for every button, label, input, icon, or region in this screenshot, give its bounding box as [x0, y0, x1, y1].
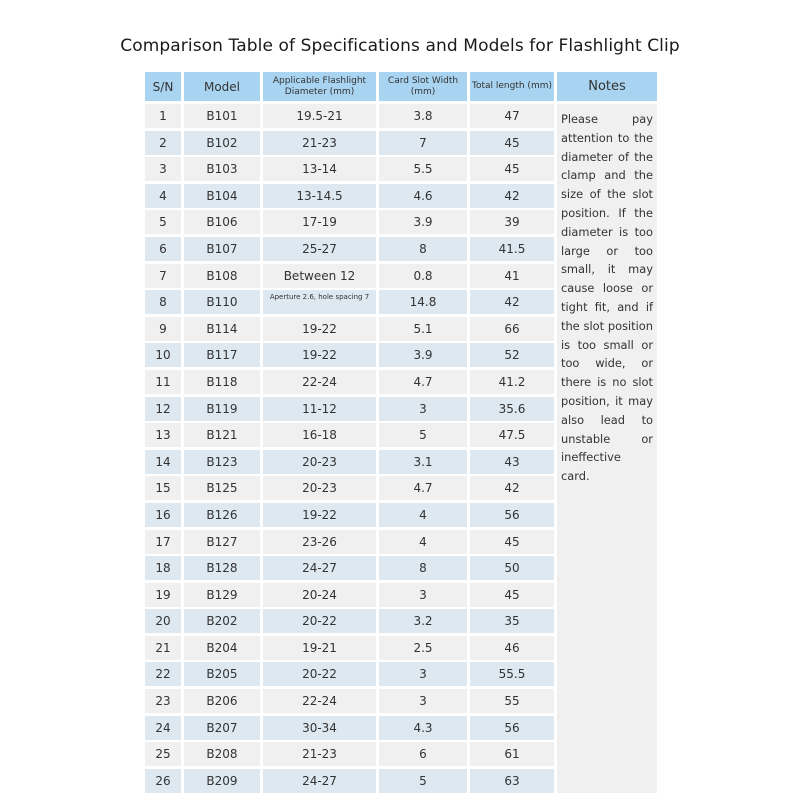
cell-diameter: 20-23	[263, 450, 376, 474]
cell-slot-width: 2.5	[379, 636, 467, 660]
cell-total-length: 47	[470, 104, 554, 128]
cell-sn: 11	[145, 370, 181, 394]
cell-total-length: 45	[470, 157, 554, 181]
cell-slot-width: 5	[379, 423, 467, 447]
cell-slot-width: 4.7	[379, 370, 467, 394]
cell-model: B104	[184, 184, 260, 208]
cell-sn: 5	[145, 210, 181, 234]
cell-total-length: 42	[470, 290, 554, 314]
cell-slot-width: 7	[379, 131, 467, 155]
cell-slot-width: 5	[379, 769, 467, 793]
cell-model: B206	[184, 689, 260, 713]
cell-sn: 10	[145, 343, 181, 367]
cell-diameter: 17-19	[263, 210, 376, 234]
cell-model: B110	[184, 290, 260, 314]
cell-sn: 12	[145, 397, 181, 421]
cell-total-length: 50	[470, 556, 554, 580]
cell-total-length: 35	[470, 609, 554, 633]
cell-total-length: 63	[470, 769, 554, 793]
cell-sn: 6	[145, 237, 181, 261]
cell-model: B207	[184, 716, 260, 740]
header-sn: S/N	[145, 72, 181, 101]
cell-model: B117	[184, 343, 260, 367]
cell-model: B107	[184, 237, 260, 261]
cell-sn: 21	[145, 636, 181, 660]
cell-sn: 1	[145, 104, 181, 128]
cell-slot-width: 3.9	[379, 210, 467, 234]
cell-sn: 19	[145, 583, 181, 607]
cell-diameter: 20-22	[263, 609, 376, 633]
cell-sn: 3	[145, 157, 181, 181]
cell-diameter: 19-22	[263, 503, 376, 527]
cell-diameter: 19-22	[263, 343, 376, 367]
cell-slot-width: 3	[379, 689, 467, 713]
cell-total-length: 45	[470, 530, 554, 554]
cell-total-length: 56	[470, 716, 554, 740]
cell-sn: 20	[145, 609, 181, 633]
cell-model: B208	[184, 742, 260, 766]
spec-table	[145, 72, 653, 795]
cell-sn: 17	[145, 530, 181, 554]
cell-total-length: 52	[470, 343, 554, 367]
cell-total-length: 66	[470, 317, 554, 341]
cell-total-length: 46	[470, 636, 554, 660]
cell-slot-width: 8	[379, 237, 467, 261]
cell-model: B127	[184, 530, 260, 554]
cell-diameter: 21-23	[263, 131, 376, 155]
cell-model: B125	[184, 476, 260, 500]
cell-slot-width: 3	[379, 662, 467, 686]
cell-total-length: 61	[470, 742, 554, 766]
cell-diameter: 20-22	[263, 662, 376, 686]
cell-total-length: 35.6	[470, 397, 554, 421]
cell-slot-width: 4.6	[379, 184, 467, 208]
cell-total-length: 45	[470, 583, 554, 607]
cell-diameter: 21-23	[263, 742, 376, 766]
cell-sn: 2	[145, 131, 181, 155]
cell-diameter: 19-22	[263, 317, 376, 341]
cell-sn: 25	[145, 742, 181, 766]
cell-model: B205	[184, 662, 260, 686]
cell-model: B106	[184, 210, 260, 234]
cell-model: B102	[184, 131, 260, 155]
cell-slot-width: 3.2	[379, 609, 467, 633]
cell-diameter: 30-34	[263, 716, 376, 740]
cell-total-length: 43	[470, 450, 554, 474]
cell-model: B209	[184, 769, 260, 793]
cell-diameter: 24-27	[263, 769, 376, 793]
cell-model: B204	[184, 636, 260, 660]
cell-model: B103	[184, 157, 260, 181]
cell-model: B123	[184, 450, 260, 474]
cell-sn: 15	[145, 476, 181, 500]
cell-sn: 23	[145, 689, 181, 713]
cell-slot-width: 14.8	[379, 290, 467, 314]
cell-diameter: 13-14	[263, 157, 376, 181]
cell-total-length: 41.5	[470, 237, 554, 261]
cell-total-length: 55	[470, 689, 554, 713]
cell-diameter: 22-24	[263, 370, 376, 394]
page-title: Comparison Table of Specifications and Models for Flashlight Clip	[120, 36, 680, 56]
cell-slot-width: 3	[379, 397, 467, 421]
cell-sn: 4	[145, 184, 181, 208]
cell-diameter: 24-27	[263, 556, 376, 580]
cell-model: B108	[184, 264, 260, 288]
cell-diameter: 16-18	[263, 423, 376, 447]
cell-sn: 24	[145, 716, 181, 740]
cell-slot-width: 4.7	[379, 476, 467, 500]
cell-model: B129	[184, 583, 260, 607]
cell-model: B126	[184, 503, 260, 527]
cell-model: B202	[184, 609, 260, 633]
cell-diameter: 19.5-21	[263, 104, 376, 128]
cell-slot-width: 4.3	[379, 716, 467, 740]
header-slot-width: Card Slot Width (mm)	[379, 72, 467, 101]
cell-total-length: 41.2	[470, 370, 554, 394]
cell-total-length: 56	[470, 503, 554, 527]
cell-model: B119	[184, 397, 260, 421]
cell-sn: 16	[145, 503, 181, 527]
cell-model: B121	[184, 423, 260, 447]
cell-total-length: 42	[470, 184, 554, 208]
cell-total-length: 41	[470, 264, 554, 288]
cell-slot-width: 8	[379, 556, 467, 580]
cell-diameter: 11-12	[263, 397, 376, 421]
cell-slot-width: 4	[379, 530, 467, 554]
cell-sn: 22	[145, 662, 181, 686]
notes-text: Please pay attention to the diameter of the clamp and the size of the slot position. If the diameter is too large or too small, it may cause loose or tight fit, and if the slot position is too small or too wide, or there is no slot position, it may also lead to unstable or ineffective card.	[557, 104, 657, 793]
cell-slot-width: 3.8	[379, 104, 467, 128]
header-diameter: Applicable Flashlight Diameter (mm)	[263, 72, 376, 101]
cell-diameter: 19-21	[263, 636, 376, 660]
header-notes: Notes	[557, 72, 657, 101]
cell-sn: 9	[145, 317, 181, 341]
cell-total-length: 47.5	[470, 423, 554, 447]
cell-sn: 18	[145, 556, 181, 580]
cell-slot-width: 3	[379, 583, 467, 607]
cell-total-length: 45	[470, 131, 554, 155]
cell-diameter: 25-27	[263, 237, 376, 261]
cell-total-length: 42	[470, 476, 554, 500]
cell-diameter: Aperture 2.6, hole spacing 7	[263, 290, 376, 314]
header-total-length: Total length (mm)	[470, 72, 554, 101]
cell-model: B101	[184, 104, 260, 128]
cell-diameter: Between 12	[263, 264, 376, 288]
cell-total-length: 39	[470, 210, 554, 234]
cell-diameter: 20-24	[263, 583, 376, 607]
cell-diameter: 22-24	[263, 689, 376, 713]
cell-slot-width: 0.8	[379, 264, 467, 288]
cell-sn: 26	[145, 769, 181, 793]
cell-total-length: 55.5	[470, 662, 554, 686]
cell-slot-width: 5.1	[379, 317, 467, 341]
cell-slot-width: 6	[379, 742, 467, 766]
cell-sn: 14	[145, 450, 181, 474]
cell-slot-width: 4	[379, 503, 467, 527]
cell-slot-width: 3.9	[379, 343, 467, 367]
cell-model: B114	[184, 317, 260, 341]
cell-diameter: 13-14.5	[263, 184, 376, 208]
cell-diameter: 20-23	[263, 476, 376, 500]
cell-slot-width: 5.5	[379, 157, 467, 181]
cell-sn: 8	[145, 290, 181, 314]
header-model: Model	[184, 72, 260, 101]
cell-sn: 13	[145, 423, 181, 447]
cell-sn: 7	[145, 264, 181, 288]
cell-diameter: 23-26	[263, 530, 376, 554]
cell-model: B128	[184, 556, 260, 580]
cell-slot-width: 3.1	[379, 450, 467, 474]
cell-model: B118	[184, 370, 260, 394]
